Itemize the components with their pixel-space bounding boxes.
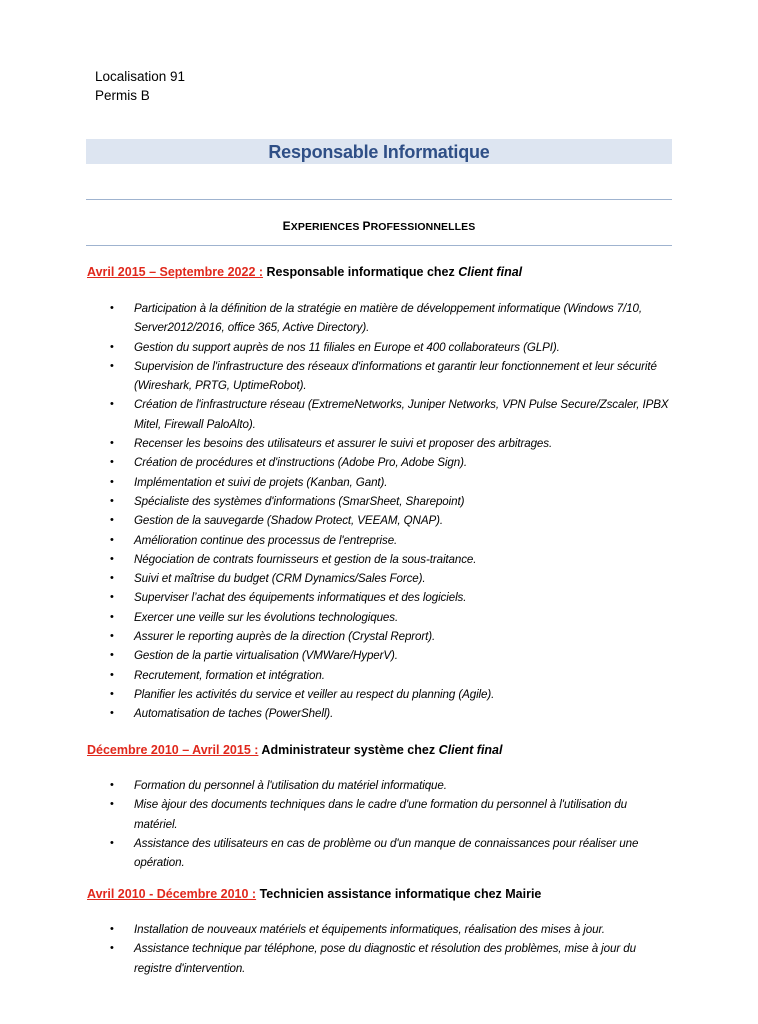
task-item — [110, 920, 672, 939]
section-rule-top — [86, 199, 672, 200]
job-heading — [87, 885, 541, 903]
job-dates: Avril 2010 - Décembre 2010 : — [87, 887, 257, 901]
task-text: Gestion de la sauvegarde (Shadow Protect, VEEAM, QNAP). — [134, 514, 443, 528]
task-item — [110, 608, 672, 627]
bullet-icon: • — [110, 649, 114, 662]
task-item — [110, 646, 672, 665]
job-client: Client final — [458, 265, 523, 279]
task-item — [110, 666, 672, 685]
task-item — [110, 473, 672, 492]
task-item — [110, 453, 672, 472]
task-item — [110, 395, 672, 434]
bullet-icon: • — [110, 942, 114, 955]
job-role: Administrateur système chez — [261, 743, 436, 757]
bullet-icon: • — [110, 707, 114, 720]
task-text: Création de l'infrastructure réseau (ExtremeNetworks, Juniper Networks, VPN Pulse Secure/Zscaler, IPBX Mitel, Firewall PaloAlto). — [134, 398, 669, 431]
task-item — [110, 492, 672, 511]
task-text: Amélioration continue des processus de l'entreprise. — [134, 533, 398, 547]
task-text: Gestion de la partie virtualisation (VMWare/HyperV). — [134, 649, 398, 663]
task-item — [110, 627, 672, 646]
task-item — [110, 685, 672, 704]
task-text: Formation du personnel à l'utilisation du matériel informatique. — [134, 779, 447, 792]
task-item — [110, 511, 672, 530]
bullet-icon: • — [110, 572, 114, 585]
task-item — [110, 776, 672, 795]
bullet-icon: • — [110, 494, 114, 507]
task-text: Recrutement, formation et intégration. — [134, 668, 325, 682]
bullet-icon: • — [110, 668, 114, 681]
bullet-icon: • — [110, 302, 114, 314]
task-text: Assurer le reporting auprès de la direction (Crystal Reprort). — [134, 630, 436, 644]
task-text: Suivi et maîtrise du budget (CRM Dynamics/Sales Force). — [134, 572, 426, 586]
job-dates: Décembre 2010 – Avril 2015 : — [87, 743, 259, 757]
contact-info — [95, 67, 185, 105]
section-rule-bottom — [86, 245, 672, 246]
task-item — [110, 338, 672, 357]
bullet-icon: • — [110, 552, 114, 565]
bullet-icon: • — [110, 798, 114, 811]
bullet-icon: • — [110, 923, 114, 935]
section-heading — [86, 219, 672, 233]
task-text: Spécialiste des systèmes d'informations (SmarSheet, Sharepoint) — [134, 494, 465, 508]
bullet-icon: • — [110, 779, 114, 791]
task-text: Négociation de contrats fournisseurs et gestion de la sous-traitance. — [134, 552, 477, 566]
job-client: Client final — [438, 743, 503, 757]
task-text: Création de procédures et d'instructions (Adobe Pro, Adobe Sign). — [134, 456, 467, 470]
task-text: Superviser l’achat des équipements informatiques et des logiciels. — [134, 591, 467, 605]
task-item — [110, 939, 672, 978]
bullet-icon: • — [110, 437, 114, 450]
task-item — [110, 704, 672, 723]
job-heading — [87, 741, 503, 759]
section-title: EXPERIENCES PROFESSIONNELLES — [282, 219, 476, 233]
job-role: Technicien assistance informatique chez Mairie — [259, 887, 542, 901]
task-item — [110, 299, 672, 338]
task-text: Implémentation et suivi de projets (Kanban, Gant). — [134, 475, 388, 489]
task-text: Planifier les activités du service et veiller au respect du planning (Agile). — [134, 687, 495, 701]
task-item — [110, 357, 672, 396]
bullet-icon: • — [110, 630, 114, 643]
task-list — [110, 299, 672, 724]
bullet-icon: • — [110, 398, 114, 411]
task-item — [110, 834, 672, 873]
task-text: Gestion du support auprès de nos 11 filiales en Europe et 400 collaborateurs (GLPI). — [134, 340, 560, 354]
task-text: Installation de nouveaux matériels et équipements informatiques, réalisation des mises à jour. — [134, 923, 605, 936]
location-text: Localisation 91 — [95, 69, 186, 84]
task-text: Mise àjour des documents techniques dans le cadre d'une formation du personnel à l'utilisation du matériel. — [134, 798, 627, 831]
bullet-icon: • — [110, 687, 114, 700]
bullet-icon: • — [110, 533, 114, 546]
job-dates: Avril 2015 – Septembre 2022 : — [87, 265, 264, 279]
job-heading — [87, 263, 522, 281]
task-text: Recenser les besoins des utilisateurs et assurer le suivi et proposer des arbitrages. — [134, 437, 553, 451]
bullet-icon: • — [110, 475, 114, 488]
task-text: Assistance technique par téléphone, pose du diagnostic et résolution des problèmes, mise à jour du registre d'intervention. — [134, 942, 636, 975]
task-item — [110, 588, 672, 607]
task-item — [110, 569, 672, 588]
bullet-icon: • — [110, 359, 114, 372]
task-list — [110, 920, 672, 978]
task-item — [110, 550, 672, 569]
task-text: Automatisation de taches (PowerShell). — [134, 707, 334, 721]
bullet-icon: • — [110, 456, 114, 469]
task-text: Exercer une veille sur les évolutions technologiques. — [134, 610, 399, 624]
license-text: Permis B — [95, 88, 150, 103]
task-item — [110, 434, 672, 453]
task-item — [110, 531, 672, 550]
title-band — [86, 139, 672, 164]
task-item — [110, 795, 672, 834]
bullet-icon: • — [110, 610, 114, 623]
task-list — [110, 776, 672, 872]
job-role: Responsable informatique chez — [266, 265, 455, 279]
task-text: Assistance des utilisateurs en cas de problème ou d'un manque de connaissances pour réaliser une opération. — [134, 836, 639, 870]
bullet-icon: • — [110, 514, 114, 527]
bullet-icon: • — [110, 591, 114, 604]
bullet-icon: • — [110, 340, 114, 353]
task-text: Supervision de l'infrastructure des réseaux d'informations et garantir leur fonctionnement et leur sécurité (Wireshark, PRTG, UptimeRobot). — [134, 359, 657, 393]
page-title: Responsable Informatique — [268, 142, 490, 162]
task-text: Participation à la définition de la stratégie en matière de développement informatique (Windows 7/10, Server2012/2016, office 365, Active Directory). — [134, 302, 642, 335]
bullet-icon: • — [110, 836, 114, 849]
